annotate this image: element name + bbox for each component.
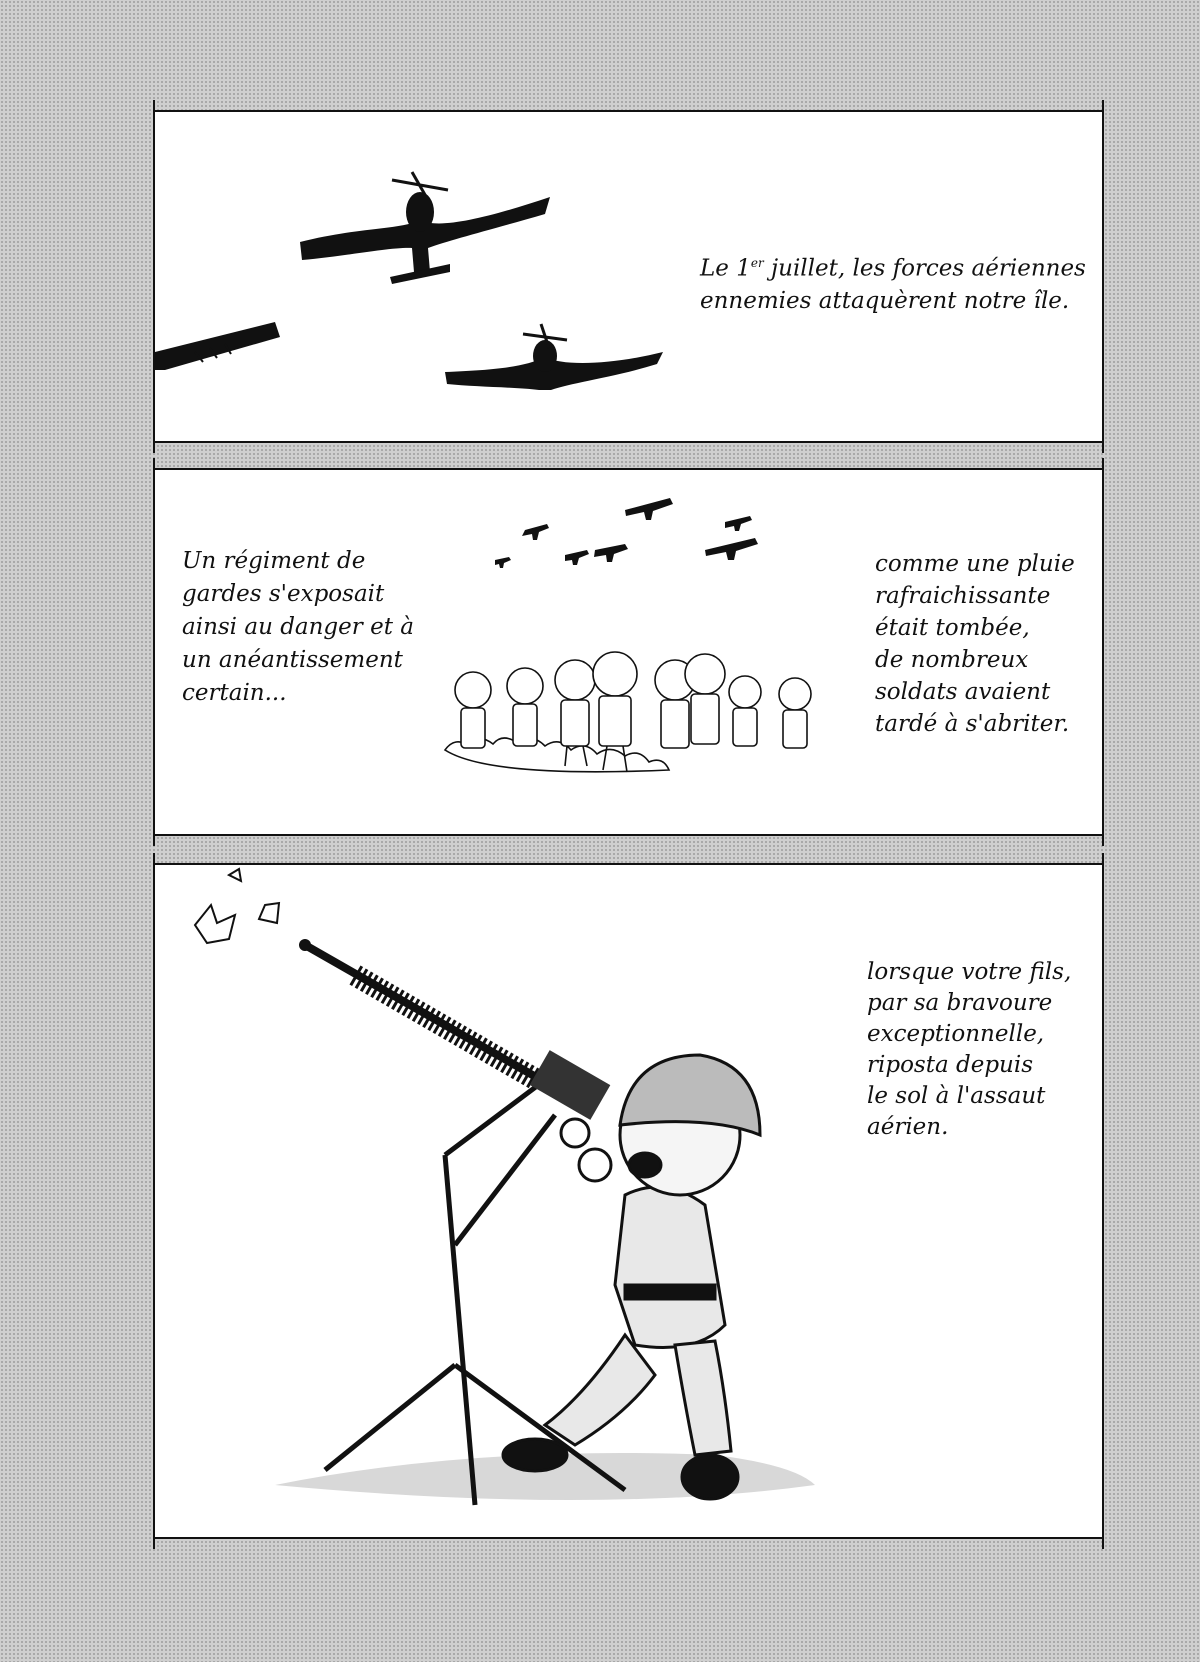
- plane-icon: [300, 172, 550, 284]
- caption-line: Un régiment de: [182, 548, 366, 574]
- panel-corner-mark: [1102, 834, 1104, 846]
- caption-line: Le 1: [700, 255, 751, 282]
- caption-line: soldats avaient: [875, 679, 1051, 705]
- caption-line: par sa bravoure: [867, 990, 1053, 1016]
- plane-icon: [495, 498, 758, 568]
- caption-line: ennemies attaquèrent notre île.: [700, 287, 1070, 314]
- caption-line: le sol à l'assaut: [867, 1083, 1046, 1109]
- caption-text-right: [875, 548, 1075, 740]
- comic-panel-1: [153, 110, 1104, 443]
- comic-panel-3: [153, 863, 1104, 1539]
- caption-line: exceptionnelle,: [867, 1021, 1045, 1047]
- caption-text: [700, 247, 1086, 317]
- muzzle-flash-icon: [195, 869, 279, 943]
- caption-line: gardes s'exposait: [182, 581, 385, 607]
- ordinal-suffix: er: [750, 256, 764, 270]
- caption-line: riposta depuis: [867, 1052, 1034, 1078]
- caption-line: un anéantissement: [182, 647, 403, 673]
- comic-panel-2: [153, 468, 1104, 836]
- caption-text: [867, 957, 1071, 1143]
- caption-line: certain...: [182, 680, 287, 706]
- caption-line: était tombée,: [875, 615, 1030, 641]
- panel-corner-mark: [153, 441, 155, 453]
- panel-corner-mark: [153, 853, 155, 865]
- soldier-group-icon: [445, 652, 811, 772]
- panel-corner-mark: [1102, 853, 1104, 865]
- panel-corner-mark: [153, 1537, 155, 1549]
- caption-line: juillet, les forces aériennes: [763, 255, 1086, 282]
- soldier-icon: [503, 1055, 760, 1499]
- panel-corner-mark: [1102, 441, 1104, 453]
- plane-icon: [445, 324, 663, 390]
- caption-line: rafraichissante: [875, 583, 1051, 609]
- panel-corner-mark: [153, 834, 155, 846]
- panel-corner-mark: [1102, 1537, 1104, 1549]
- caption-line: tardé à s'abriter.: [875, 711, 1070, 737]
- plane-icon: [155, 322, 280, 370]
- caption-line: aérien.: [867, 1114, 949, 1140]
- panel-corner-mark: [1102, 100, 1104, 112]
- caption-line: lorsque votre fils,: [867, 959, 1072, 985]
- caption-text-left: [182, 545, 414, 710]
- caption-line: ainsi au danger et à: [182, 614, 414, 640]
- panel-corner-mark: [153, 458, 155, 470]
- caption-line: comme une pluie: [875, 551, 1075, 577]
- caption-line: de nombreux: [875, 647, 1029, 673]
- panel-corner-mark: [1102, 458, 1104, 470]
- panel-corner-mark: [153, 100, 155, 112]
- machine-gun-icon: [299, 939, 610, 1120]
